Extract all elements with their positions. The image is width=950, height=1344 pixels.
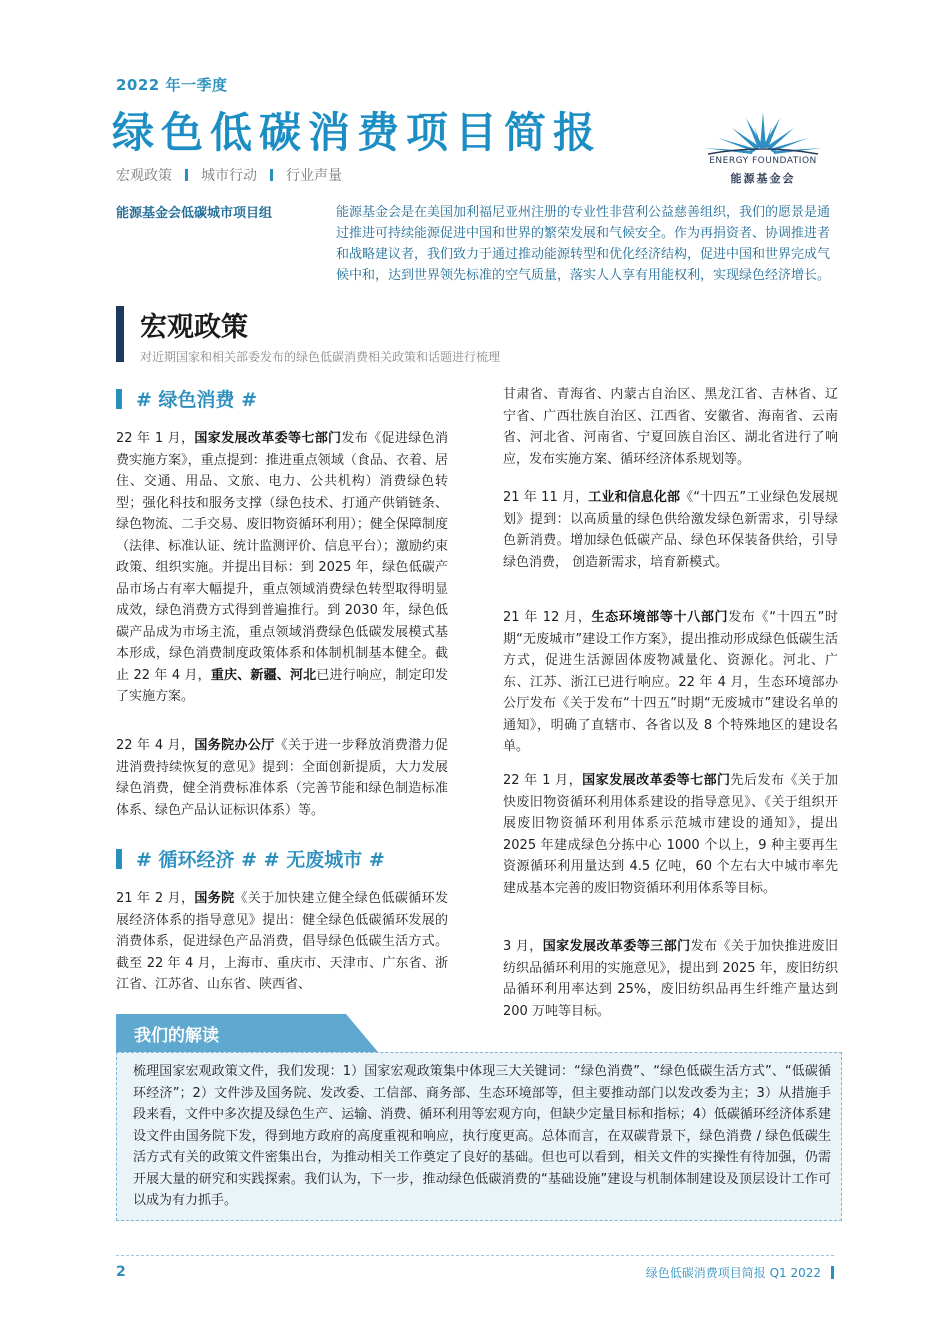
section-nav <box>116 165 342 185</box>
interpretation-title: 我们的解读 <box>134 1026 219 1046</box>
report-period: 2022 年一季度 <box>116 76 228 94</box>
section-title: 宏观政策 <box>140 312 248 343</box>
footer-bar <box>831 1266 834 1279</box>
topic-heading-circular-economy: # 循环经济 # # 无废城市 # <box>116 845 385 872</box>
page-number: 2 <box>116 1264 126 1280</box>
policy-paragraph: 22 年 1 月，国家发展改革委等七部门发布《促进绿色消费实施方案》，重点提到：推进重点领域（食品、衣着、居住、交通、用品、文旅、电力、公共机构）消费绿色转型；强化科技和服务支撑（绿色技术、打通产供销链条、绿色物流、二手交易、废旧物资循环利用）；健全保障制度（法律、标准认证、统计监测评价、信息平台）；激励约束政策、组织实施。并提出目标：到 2025 年，绿色低碳产品市场占有率大幅提升，重点领域消费绿色转型取得明显成效，绿色消费方式得到普遍推行。到 2030 年，绿色低碳产品成为市场主流，重点领域消费绿色低碳发展模式基本形成，绿色消费制度政策体系和体制机制基本健全。截止 22 年 4 月，重庆、新疆、河北已进行响应，制定印发了实施方案。 <box>116 431 448 704</box>
issuer: 国家发展改革委等七部门 <box>194 431 342 446</box>
regions: 重庆、新疆、河北 <box>210 667 317 683</box>
issuer: 国家发展改革委等七部门 <box>582 773 731 788</box>
logo-text-cn: 能源基金会 <box>730 172 796 185</box>
policy-paragraph: 甘肃省、青海省、内蒙古自治区、黑龙江省、吉林省、辽宁省、广西壮族自治区、江西省、安徽省、海南省、云南省、河北省、河南省、宁夏回族自治区、湖北省进行了响应，发布实施方案、循环经济体系规划等。 <box>503 387 838 467</box>
org-intro: 能源基金会是在美国加利福尼亚州注册的专业性非营利公益慈善组织，我们的愿景是通过推进可持续能源促进中国和世界的繁荣发展和气候安全。作为再捐资者、协调推进者和战略建议者，我们致力于通过推动能源转型和优化经济结构，促进中国和世界完成气候中和，达到世界领先标准的空气质量，落实人人享有用能权利，实现绿色经济增长。 <box>336 205 831 283</box>
nav-item-macro-policy[interactable]: 宏观政策 <box>116 168 172 184</box>
footer-label: 绿色低碳消费项目简报 Q1 2022 <box>646 1264 834 1281</box>
issuer: 生态环境部等十八部门 <box>591 610 729 625</box>
heading-bar <box>116 389 122 409</box>
org-name: 能源基金会低碳城市项目组 <box>116 206 273 221</box>
policy-paragraph: 21 年 2 月，国务院《关于加快建立健全绿色低碳循环发展经济体系的指导意见》提出：健全绿色低碳循环发展的消费体系，促进绿色产品消费，倡导绿色低碳生活方式。截至 22 年 4 月，上海市、重庆市、天津市、广东省、浙江省、江苏省、山东省、陕西省、 <box>116 891 448 992</box>
policy-paragraph: 3 月，国家发展改革委等三部门发布《关于加快推进废旧纺织品循环利用的实施意见》，提出到 2025 年，废旧纺织品循环利用率达到 25%，废旧纺织品再生纤维产量达到 200 万吨等目标。 <box>503 939 838 1019</box>
footer-divider <box>116 1255 834 1256</box>
topic-heading-green-consumption: # 绿色消费 # <box>116 385 257 412</box>
policy-paragraph: 22 年 4 月，国务院办公厅《关于进一步释放消费潜力促进消费持续恢复的意见》提到：全面创新提质，大力发展绿色消费，健全消费标准体系（完善节能和绿色制造标准体系、绿色产品认证标识体系）等。 <box>116 738 448 818</box>
logo-text-en: ENERGY FOUNDATION <box>709 156 817 166</box>
issuer: 工业和信息化部 <box>588 490 681 505</box>
nav-divider <box>185 169 188 181</box>
section-accent-bar <box>116 306 124 362</box>
section-subtitle: 对近期国家和相关部委发布的绿色低碳消费相关政策和话题进行梳理 <box>140 350 501 364</box>
issuer: 国务院 <box>194 891 235 906</box>
nav-divider <box>270 169 273 181</box>
report-title: 绿色低碳消费项目简报 <box>112 108 603 157</box>
interpretation-box: 梳理国家宏观政策文件，我们发现：1）国家宏观政策集中体现三大关键词：“绿色消费”、“绿色低碳生活方式”、“低碳循环经济”；2）文件涉及国务院、发改委、工信部、商务部、生态环境部等，但主要推动部门以发改委为主；3）从措施手段来看，文件中多次提及绿色生产、运输、消费、循环利用等宏观方向，但缺少定量目标和指标；4）低碳循环经济体系建设文件由国务院下发，得到地方政府的高度重视和响应，执行度更高。总体而言，在双碳背景下，绿色消费 / 绿色低碳生活方式有关的政策文件密集出台，为推动相关工作奠定了良好的基础。但也可以看到，相关文件的实操性有待加强，仍需开展大量的研究和实践探索。我们认为，下一步，推动绿色低碳消费的“基础设施”建设与机制体制建设及顶层设计工作可以成为有力抓手。 <box>116 1052 842 1221</box>
nav-item-industry-voice[interactable]: 行业声量 <box>286 168 342 184</box>
issuer: 国家发展改革委等三部门 <box>542 939 691 954</box>
issuer: 国务院办公厅 <box>194 738 275 753</box>
nav-item-city-action[interactable]: 城市行动 <box>201 168 257 184</box>
policy-paragraph: 21 年 11 月，工业和信息化部《“十四五”工业绿色发展规划》提到：以高质量的绿色供给激发绿色新需求，引导绿色新消费。增加绿色低碳产品、绿色环保装备供给，引导绿色消费， 创造新需求，培育新模式。 <box>503 490 838 570</box>
heading-bar <box>116 849 122 869</box>
policy-paragraph: 22 年 1 月，国家发展改革委等七部门先后发布《关于加快废旧物资循环利用体系建设的指导意见》、《关于组织开展废旧物资循环利用体系示范城市建设的通知》，提出 2025 年建成绿色分拣中心 1000 个以上，9 种主要再生资源循环利用量达到 4.5 亿吨，60 个左右大中城市率先建成基本完善的废旧物资循环利用体系等目标。 <box>503 773 838 896</box>
policy-paragraph: 21 年 12 月，生态环境部等十八部门发布《“十四五”时期“无废城市”建设工作方案》，提出推动形成绿色低碳生活方式，促进生活源固体废物减量化、资源化。河北、广东、江苏、浙江已进行响应。22 年 4 月，生态环境部办公厅发布《关于发布“十四五”时期“无废城市”建设名单的通知》，明确了直辖市、各省以及 8 个特殊地区的建设名单。 <box>503 610 838 754</box>
